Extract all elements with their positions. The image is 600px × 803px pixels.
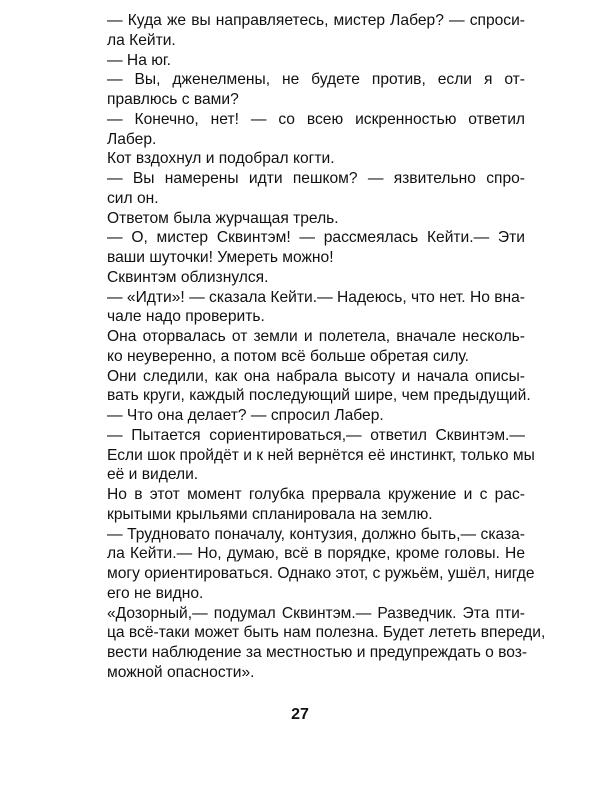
text-line: — «Идти»! — сказала Кейти.— Надеюсь, что нет. Но вна- bbox=[107, 288, 525, 306]
text-line: — Вы намерены идти пешком? — язвительно спро- bbox=[107, 170, 525, 187]
text-line: ца всё-таки может быть нам полезна. Будет лететь впереди, bbox=[107, 624, 546, 642]
paragraph bbox=[88, 525, 535, 604]
text-line: Сквинтэм облизнулся. bbox=[107, 268, 269, 286]
text-line: вести наблюдение за местностью и предупреждать о воз- bbox=[107, 644, 528, 661]
text-line: — Куда же вы направляетесь, мистер Лабер? — спроси- bbox=[107, 12, 525, 29]
paragraph bbox=[88, 268, 525, 288]
text-line: «Дозорный,— подумал Сквинтэм.— Разведчик. Эта пти- bbox=[107, 604, 525, 622]
paragraph bbox=[88, 149, 525, 169]
text-line: могу ориентироваться. Однако этот, с ружьём, ушёл, нигде bbox=[107, 565, 535, 582]
paragraph bbox=[88, 327, 525, 367]
text-line: ваши шуточки! Умереть можно! bbox=[107, 249, 334, 266]
paragraph bbox=[88, 288, 525, 328]
text-line: его не видно. bbox=[107, 584, 204, 602]
paragraph bbox=[88, 51, 525, 71]
text-line: её и видели. bbox=[107, 466, 199, 484]
page-body bbox=[88, 11, 546, 683]
text-line: — Конечно, нет! — со всею искренностью ответил bbox=[107, 110, 525, 128]
text-line: вать круги, каждый последующий шире, чем предыдущий. bbox=[107, 387, 531, 405]
text-line: сил он. bbox=[107, 189, 159, 207]
text-line: — Трудновато поначалу, контузия, должно быть,— сказа- bbox=[107, 525, 525, 543]
text-line: можной опасности». bbox=[107, 663, 255, 681]
text-line: Лабер. bbox=[107, 130, 157, 148]
paragraph bbox=[88, 485, 525, 525]
text-line: Она оторвалась от земли и полетела, вначале несколь- bbox=[107, 328, 525, 345]
text-line: Ответом была журчащая трель. bbox=[107, 209, 339, 227]
paragraph bbox=[88, 426, 535, 485]
paragraph bbox=[88, 367, 531, 407]
text-line: Но в этот момент голубка прервала кружение и с рас- bbox=[107, 486, 525, 503]
paragraph bbox=[88, 169, 525, 209]
paragraph bbox=[88, 110, 525, 150]
paragraph bbox=[88, 11, 525, 51]
text-line: — Пытается сориентироваться,— ответил Сквинтэм.— bbox=[107, 426, 525, 444]
paragraph bbox=[88, 406, 525, 426]
page-number: 27 bbox=[291, 706, 309, 723]
text-line: чале надо проверить. bbox=[107, 308, 265, 326]
text-line: крытыми крыльями спланировала на землю. bbox=[107, 505, 433, 523]
paragraph bbox=[88, 209, 525, 229]
text-line: Если шок пройдёт и к ней вернётся её инстинкт, только мы bbox=[107, 446, 535, 464]
text-line: правлюсь с вами? bbox=[107, 91, 239, 108]
paragraph bbox=[88, 228, 525, 268]
text-line: Они следили, как она набрала высоту и начала описы- bbox=[107, 367, 525, 385]
text-line: ла Кейти. bbox=[107, 31, 176, 49]
text-line: Кот вздохнул и подобрал когти. bbox=[107, 150, 335, 168]
text-line: — О, мистер Сквинтэм! — рассмеялась Кейти.— Эти bbox=[107, 229, 525, 247]
paragraph bbox=[88, 604, 546, 683]
paragraph bbox=[88, 70, 525, 110]
text-line: ко неуверенно, а потом всё больше обретая силу. bbox=[107, 347, 469, 365]
text-line: — Вы, дженелмены, не будете против, если я от- bbox=[107, 71, 525, 89]
text-line: — На юг. bbox=[107, 51, 172, 69]
text-line: — Что она делает? — спросил Лабер. bbox=[107, 407, 384, 424]
text-line: ла Кейти.— Но, думаю, всё в порядке, кроме головы. Не bbox=[107, 545, 525, 563]
